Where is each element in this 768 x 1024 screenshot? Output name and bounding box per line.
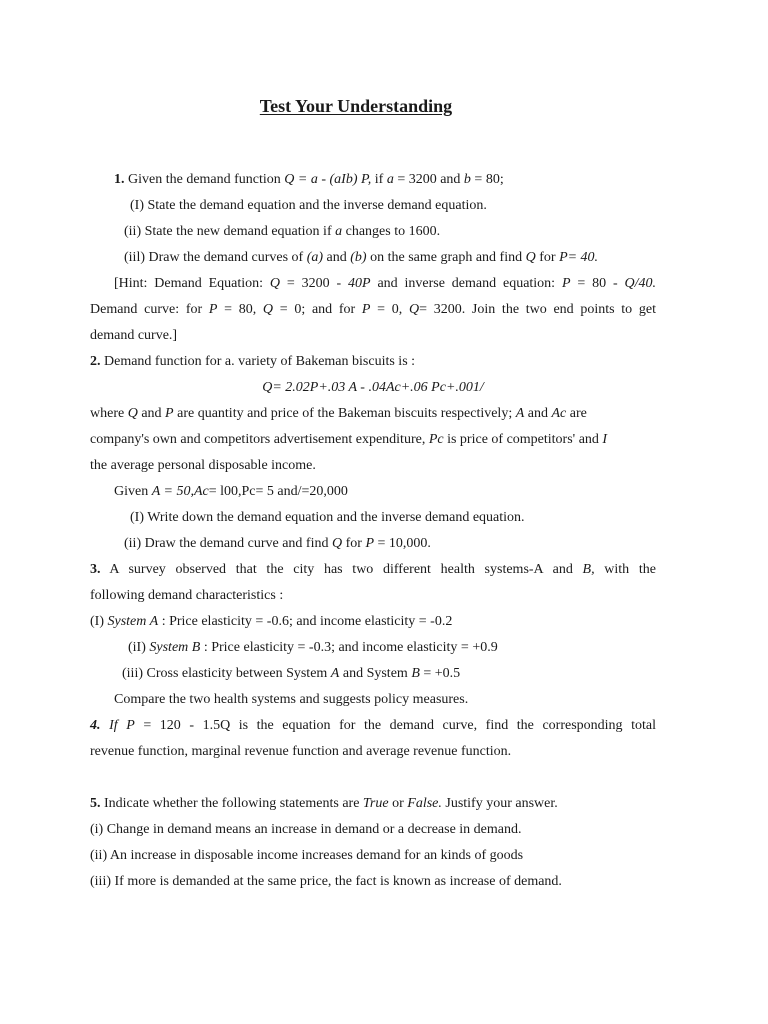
q1-text: Given the demand function — [124, 172, 285, 187]
q1-iii-var: Q — [525, 250, 536, 265]
hint-var: P — [361, 302, 371, 317]
q2-text: and — [137, 406, 166, 421]
q4-statement — [90, 716, 656, 736]
q3-text: = +0.5 — [419, 666, 461, 681]
q3-line-2: following demand characteristics : — [90, 588, 284, 603]
q2-text: is price of competitors' and — [443, 432, 603, 447]
q2-var: P — [365, 536, 374, 551]
q2-var: I — [602, 432, 608, 447]
hint-var: P — [561, 276, 571, 291]
q3-part-i — [90, 612, 656, 632]
q1-number: 1. — [114, 172, 125, 187]
hint-text: = 0, — [370, 302, 409, 317]
q2-text: for — [342, 536, 366, 551]
q1-text: if — [371, 172, 387, 187]
q1-var-b: b — [463, 172, 471, 187]
hint-text: [Hint: Demand Equation: — [114, 276, 270, 291]
q3-text: : Price elasticity = -0.3; and income elasticity = +0.9 — [200, 640, 498, 655]
q5-text: Justify your answer. — [441, 796, 558, 811]
q5-false: False. — [407, 796, 442, 811]
page-title: Test Your Understanding — [259, 96, 453, 116]
q3-compare: Compare the two health systems and suggests policy measures. — [114, 692, 469, 707]
q2-text: Demand function for a. variety of Bakeman biscuits is : — [100, 354, 416, 369]
q2-var: P — [165, 406, 174, 421]
q1-iii-var: (a) — [306, 250, 324, 265]
q1-iii-text: on the same graph and find — [366, 250, 526, 265]
q5-statement — [90, 794, 656, 814]
q3-system-a: System A — [107, 614, 159, 629]
q2-part-i: (I) Write down the demand equation and the inverse demand equation. — [130, 510, 525, 525]
q5-number: 5. — [90, 796, 101, 811]
hint-text: = 80, — [217, 302, 263, 317]
q2-text: Given — [114, 484, 152, 499]
q1-iii-var: (b) — [350, 250, 367, 265]
q2-equation-text: Q= 2.02P+.03 A - .04Ac+.06 Pc+.001/ — [262, 380, 484, 395]
q1-part-ii — [124, 222, 690, 242]
hint-var: Q — [408, 302, 420, 317]
hint-var: 40P — [348, 276, 371, 291]
hint-text: Demand curve: for — [90, 302, 209, 317]
q4-line-2: revenue function, marginal revenue function and average revenue function. — [90, 744, 512, 759]
q3-system-b: System B — [149, 640, 201, 655]
q1-hint-line-3: demand curve.] — [90, 328, 178, 343]
q1-ii-text: changes to 1600. — [342, 224, 441, 239]
q2-text: = l00,Pc= 5 and/=20,000 — [208, 484, 348, 499]
hint-text: and inverse demand equation: — [370, 276, 562, 291]
q3-part-ii — [128, 638, 694, 658]
q5-part-ii: (ii) An increase in disposable income increases demand for an kinds of goods — [90, 848, 524, 863]
q3-part-iii — [122, 664, 688, 684]
q2-var: A — [515, 406, 525, 421]
q5-part-i: (i) Change in demand means an increase in demand or a decrease in demand. — [90, 822, 522, 837]
hint-var: P — [208, 302, 218, 317]
q2-text: company's own and competitors advertisement expenditure, — [90, 432, 429, 447]
q3-var: B, — [582, 562, 595, 577]
q2-equation — [90, 378, 656, 398]
q5-text: or — [388, 796, 408, 811]
q2-where-line-1 — [90, 404, 656, 424]
q1-var-a: a — [386, 172, 394, 187]
q2-where-line-3: the average personal disposable income. — [90, 458, 316, 473]
q3-var: A — [330, 666, 340, 681]
q1-iii-text: (iil) Draw the demand curves of — [124, 250, 307, 265]
q2-var: Q — [331, 536, 343, 551]
q2-text: (ii) Draw the demand curve and find — [124, 536, 332, 551]
q2-var: Q — [127, 406, 138, 421]
hint-var: Q — [262, 302, 274, 317]
q2-var: Ac — [551, 406, 567, 421]
q2-where-line-2 — [90, 430, 656, 450]
q1-part-iii — [124, 248, 690, 268]
q1-formula: Q = a - (aIb) P, — [284, 172, 372, 187]
hint-text: = 80 - — [570, 276, 625, 291]
hint-var: Q/40. — [624, 276, 656, 291]
q3-text: with the — [594, 562, 656, 577]
q2-text: where — [90, 406, 128, 421]
q2-text: and — [524, 406, 552, 421]
q4-var: P — [126, 718, 135, 733]
q2-given — [114, 482, 680, 502]
q3-number: 3. — [90, 562, 101, 577]
q3-text: and System — [339, 666, 412, 681]
q2-var: Pc — [428, 432, 444, 447]
hint-text: = 0; and for — [273, 302, 362, 317]
q1-text: = 80; — [470, 172, 504, 187]
q2-part-ii — [124, 534, 690, 554]
q1-iii-text: and — [323, 250, 351, 265]
hint-var: Q — [269, 276, 281, 291]
q3-var: B — [411, 666, 420, 681]
hint-text: = 3200 - — [280, 276, 349, 291]
q5-true: True — [362, 796, 389, 811]
q4-if: If — [100, 718, 127, 733]
q1-iii-var: P= 40. — [559, 250, 599, 265]
q3-text: (iii) Cross elasticity between System — [122, 666, 331, 681]
q3-statement — [90, 560, 656, 580]
q2-text: = 10,000. — [374, 536, 431, 551]
q2-var: A = 50,Ac — [151, 484, 209, 499]
q4-text: = 120 - 1.5Q is the equation for the demand curve, find the corresponding total — [134, 718, 656, 733]
q3-text: A survey observed that the city has two different health systems-A and — [100, 562, 583, 577]
q1-ii-var: a — [335, 224, 343, 239]
q5-part-iii: (iii) If more is demanded at the same price, the fact is known as increase of demand. — [90, 874, 562, 889]
q3-text: : Price elasticity = -0.6; and income elasticity = -0.2 — [158, 614, 453, 629]
q1-text: = 3200 and — [393, 172, 464, 187]
q3-text: (iI) — [128, 640, 150, 655]
q2-text: are quantity and price of the Bakeman biscuits respectively; — [173, 406, 516, 421]
q2-number: 2. — [90, 354, 101, 369]
q1-hint-line-1 — [114, 274, 656, 294]
q1-ii-text: (ii) State the new demand equation if — [124, 224, 336, 239]
q3-text: (I) — [90, 614, 108, 629]
q2-text: are — [566, 406, 587, 421]
q4-number: 4. — [90, 718, 101, 733]
q1-iii-text: for — [535, 250, 560, 265]
q1-statement — [114, 170, 680, 190]
q5-text: Indicate whether the following statements are — [100, 796, 363, 811]
q2-statement — [90, 352, 656, 372]
q1-hint-line-2 — [90, 300, 656, 320]
hint-text: = 3200. Join the two end points to get — [419, 302, 656, 317]
q1-part-i: (I) State the demand equation and the inverse demand equation. — [130, 198, 487, 213]
